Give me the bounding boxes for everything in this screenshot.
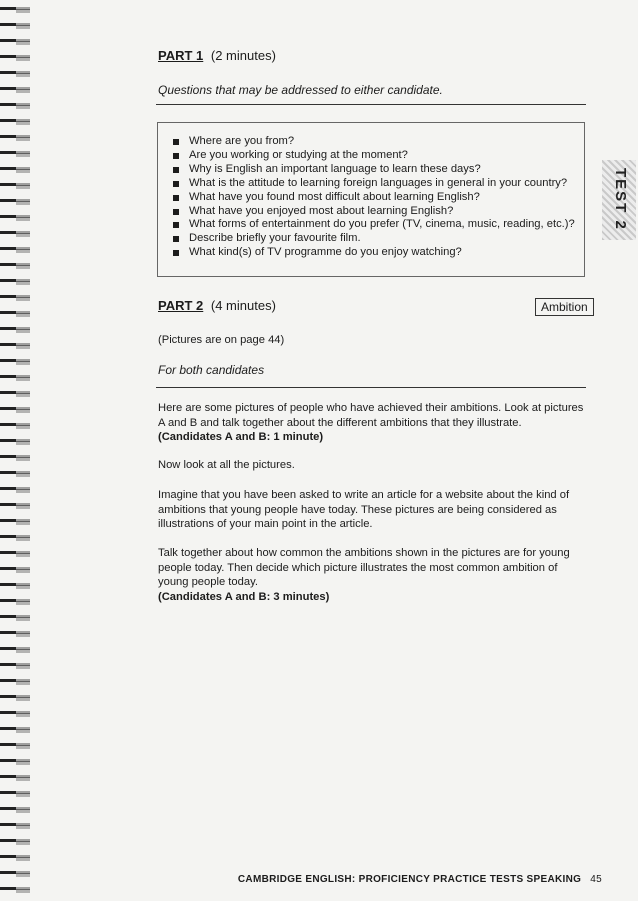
part2-label: PART 2 bbox=[158, 298, 204, 313]
questions-list bbox=[158, 123, 584, 260]
para4-text: Talk together about how common the ambitions shown in the pictures are for young people today. Then decide which picture illustrates the most common ambition of young people today. bbox=[158, 547, 570, 588]
instruction-paragraph-1 bbox=[158, 401, 588, 445]
question-item: What forms of entertainment do you prefer (TV, cinema, music, reading, etc.)? bbox=[173, 218, 584, 232]
spiral-binding bbox=[0, 0, 30, 901]
para4-timing: (Candidates A and B: 3 minutes) bbox=[158, 590, 330, 603]
questions-box bbox=[157, 122, 585, 277]
part1-label: PART 1 bbox=[158, 48, 204, 63]
test-side-tab bbox=[602, 160, 636, 240]
instruction-paragraph-4 bbox=[158, 546, 588, 604]
topic-badge: Ambition bbox=[535, 298, 594, 316]
part2-divider bbox=[156, 387, 586, 388]
question-item: What kind(s) of TV programme do you enjoy watching? bbox=[173, 246, 584, 260]
part1-heading bbox=[158, 48, 276, 63]
question-item: What is the attitude to learning foreign languages in general in your country? bbox=[173, 177, 584, 191]
question-item: What have you enjoyed most about learning English? bbox=[173, 205, 584, 219]
instruction-paragraph-2: Now look at all the pictures. bbox=[158, 459, 295, 471]
part1-subtitle: Questions that may be addressed to either candidate. bbox=[158, 83, 443, 97]
footer-title: CAMBRIDGE ENGLISH: PROFICIENCY PRACTICE TESTS SPEAKING bbox=[237, 874, 582, 885]
part2-heading bbox=[158, 298, 276, 313]
question-item: Where are you from? bbox=[173, 135, 584, 149]
side-tab-label: TEST 2 bbox=[612, 168, 629, 231]
page-number: 45 bbox=[590, 874, 602, 885]
page-footer bbox=[238, 874, 602, 885]
part1-divider bbox=[156, 104, 586, 105]
para1-text: Here are some pictures of people who have achieved their ambitions. Look at pictures A and B and talk together about the different ambitions that they illustrate. bbox=[158, 402, 584, 429]
question-item: What have you found most difficult about learning English? bbox=[173, 191, 584, 205]
question-item: Describe briefly your favourite film. bbox=[173, 232, 584, 246]
for-both-label: For both candidates bbox=[158, 363, 265, 377]
question-item: Why is English an important language to learn these days? bbox=[173, 163, 584, 177]
question-item: Are you working or studying at the moment? bbox=[173, 149, 584, 163]
instruction-paragraph-3: Imagine that you have been asked to write an article for a website about the kind of ambitions that young people have today. These pictures are being considered as illustrations of your main point in the article. bbox=[158, 489, 570, 530]
part2-duration: (4 minutes) bbox=[210, 298, 276, 313]
para1-timing: (Candidates A and B: 1 minute) bbox=[158, 431, 324, 443]
pictures-note: (Pictures are on page 44) bbox=[158, 334, 285, 346]
part1-duration: (2 minutes) bbox=[210, 48, 276, 63]
